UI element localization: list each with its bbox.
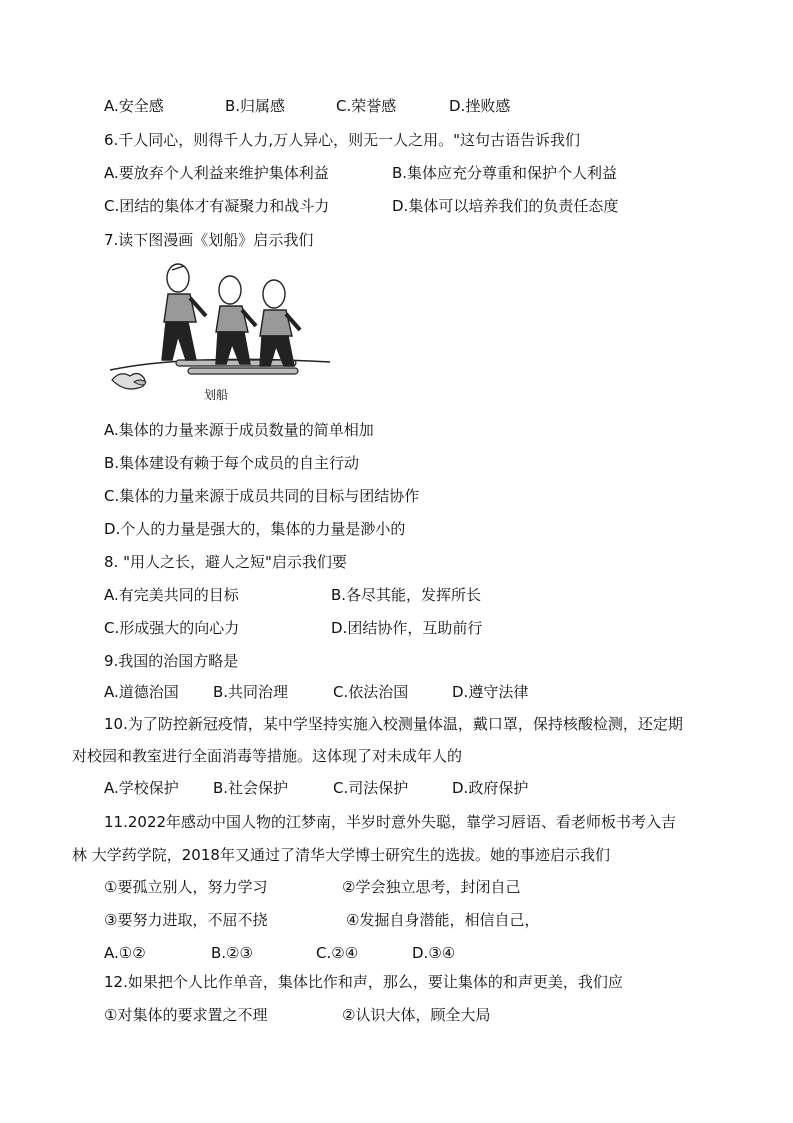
q9-stem: 9.我国的治国方略是 <box>104 652 239 670</box>
q12-item-1: ①对集体的要求置之不理 <box>104 1006 268 1024</box>
q9-option-c: C.依法治国 <box>333 683 409 701</box>
q7-option-b: B.集体建设有赖于每个成员的自主行动 <box>104 454 360 472</box>
q5-option-b: B.归属感 <box>225 97 286 115</box>
q7-option-c: C.集体的力量来源于成员共同的目标与团结协作 <box>104 487 420 505</box>
q6-option-d: D.集体可以培养我们的负责任态度 <box>392 197 619 215</box>
q11-item-1: ①要孤立别人，努力学习 <box>104 878 268 896</box>
q9-option-a: A.道德治国 <box>104 683 179 701</box>
q6-option-a: A.要放弃个人利益来维护集体利益 <box>104 164 329 182</box>
q10-stem-line1: 10.为了防控新冠疫情，某中学坚持实施入校测量体温，戴口罩，保持核酸检测，还定期 <box>104 715 683 733</box>
q11-option-a: A.①② <box>104 944 146 962</box>
q11-stem-line1: 11.2022年感动中国人物的江梦南，半岁时意外失聪，靠学习唇语、看老师板书考入吉 <box>104 813 677 831</box>
q8-option-b: B.各尽其能，发挥所长 <box>331 586 482 604</box>
q8-option-c: C.形成强大的向心力 <box>104 619 240 637</box>
q5-option-d: D.挫败感 <box>449 97 511 115</box>
q10-option-c: C.司法保护 <box>333 779 409 797</box>
q10-option-b: B.社会保护 <box>213 779 289 797</box>
q6-stem: 6.千人同心，则得千人力,万人异心，则无一人之用。"这句古语告诉我们 <box>104 131 580 149</box>
q8-stem: 8. "用人之长，避人之短"启示我们要 <box>104 553 347 571</box>
q11-option-c: C.②④ <box>316 944 359 962</box>
cartoon-caption: 划船 <box>204 388 229 402</box>
q11-option-b: B.②③ <box>211 944 253 962</box>
q6-option-b: B.集体应充分尊重和保护个人利益 <box>392 164 618 182</box>
q5-option-c: C.荣誉感 <box>336 97 397 115</box>
q10-option-d: D.政府保护 <box>452 779 529 797</box>
q8-option-a: A.有完美共同的目标 <box>104 586 239 604</box>
q9-option-d: D.遵守法律 <box>452 683 529 701</box>
q11-stem-line2: 林 大学药学院，2018年又通过了清华大学博士研究生的选拔。她的事迹启示我们 <box>72 846 610 864</box>
q10-stem-line2: 对校园和教室进行全面消毒等措施。这体现了对未成年人的 <box>72 747 463 765</box>
q11-item-3: ③要努力进取，不屈不挠 <box>104 911 268 929</box>
q11-option-d: D.③④ <box>412 944 456 962</box>
q11-item-4: ④发掘自身潜能，相信自己， <box>346 911 540 929</box>
q7-option-d: D.个人的力量是强大的，集体的力量是渺小的 <box>104 520 406 538</box>
q7-option-a: A.集体的力量来源于成员数量的简单相加 <box>104 421 374 439</box>
q12-stem: 12.如果把个人比作单音，集体比作和声，那么，要让集体的和声更美，我们应 <box>104 973 623 991</box>
q9-option-b: B.共同治理 <box>213 683 289 701</box>
q10-option-a: A.学校保护 <box>104 779 179 797</box>
q11-item-2: ②学会独立思考，封闭自己 <box>342 878 521 896</box>
rowing-cartoon-image <box>106 262 334 402</box>
q5-option-a: A.安全感 <box>104 97 164 115</box>
q12-item-2: ②认识大体，顾全大局 <box>342 1006 491 1024</box>
q7-stem: 7.读下图漫画《划船》启示我们 <box>104 231 314 249</box>
q8-option-d: D.团结协作，互助前行 <box>331 619 483 637</box>
q6-option-c: C.团结的集体才有凝聚力和战斗力 <box>104 197 330 215</box>
